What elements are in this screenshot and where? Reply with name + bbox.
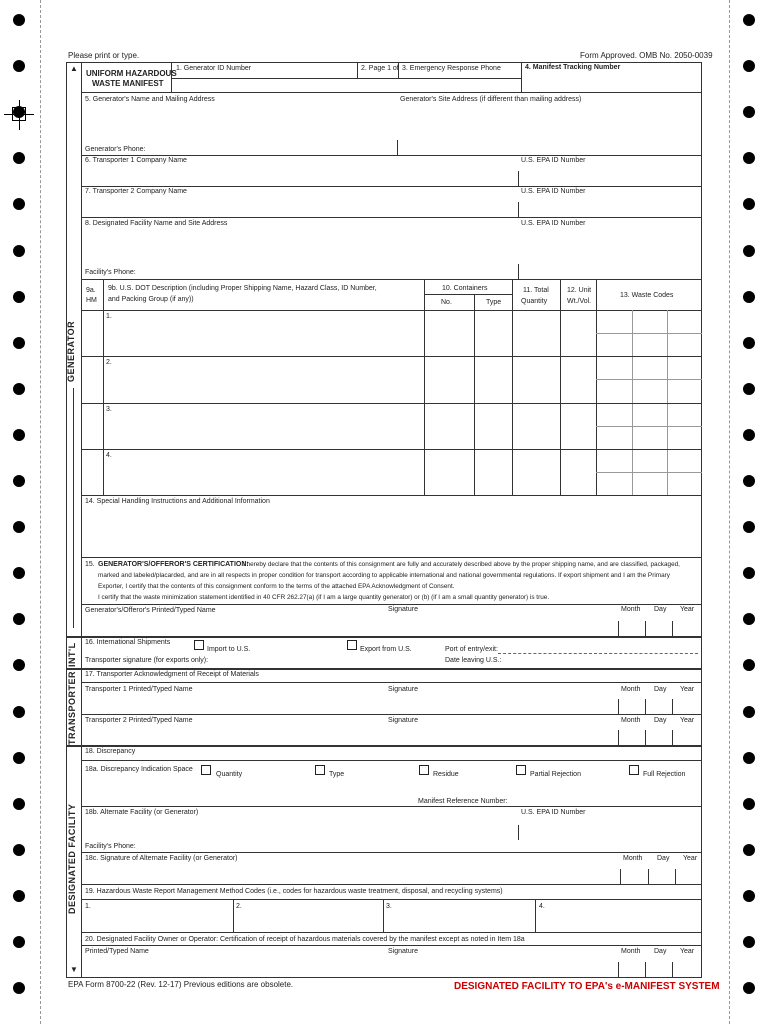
t1-day-label: Day <box>654 686 667 693</box>
line-f7-bottom <box>82 217 702 218</box>
col-13-label: 13. Waste Codes <box>620 292 674 299</box>
col-9a-label: 9a. <box>86 287 96 294</box>
f18c-month-label: Month <box>623 855 643 862</box>
f20-tick-1 <box>618 962 619 977</box>
tractor-hole <box>13 198 25 210</box>
tractor-hole <box>743 613 755 625</box>
tractor-hole <box>743 798 755 810</box>
tractor-hole <box>13 383 25 395</box>
transporter-2-signature-label: Signature <box>388 717 418 724</box>
print-note: Please print or type. <box>68 51 140 60</box>
tractor-hole <box>743 291 755 303</box>
offeror-day-label: Day <box>654 606 667 613</box>
col-hm-label: HM <box>86 297 97 304</box>
residue-label: Residue <box>433 771 459 778</box>
form-title-1: UNIFORM HAZARDOUS <box>86 69 177 78</box>
tractor-hole <box>13 613 25 625</box>
partial-rejection-checkbox[interactable] <box>516 765 526 775</box>
offeror-year-label: Year <box>680 606 695 613</box>
tractor-hole <box>13 567 25 579</box>
col-9b-label-1: 9b. U.S. DOT Description (including Proper Shipping Name, Hazard Class, ID Number, <box>108 285 377 292</box>
col-10-no-label: No. <box>441 299 452 306</box>
col-line-no <box>474 294 475 495</box>
tractor-hole <box>743 982 755 994</box>
form-title-2: WASTE MANIFEST <box>92 79 164 88</box>
code-div-2 <box>383 899 384 932</box>
f18b-tick <box>518 825 519 840</box>
port-label: Port of entry/exit: <box>445 646 498 653</box>
row4-bottom <box>82 495 702 496</box>
intl-side-label: INT'L <box>67 642 77 667</box>
tractor-hole <box>13 475 25 487</box>
alt-facility-phone-label: Facility's Phone: <box>85 843 136 850</box>
row2-code-split <box>596 379 702 380</box>
copy-destination-label: DESIGNATED FACILITY TO EPA's e-MANIFEST SYSTEM <box>454 981 720 992</box>
f20-tick-2 <box>645 962 646 977</box>
line-transporter-bottom <box>66 745 702 747</box>
cert-line-1: I hereby declare that the contents of this consignment are fully and accurately described above by the proper shipping name, and are classified, packaged, <box>243 561 680 568</box>
tractor-hole <box>13 706 25 718</box>
export-signature-label: Transporter signature (for exports only): <box>85 657 209 664</box>
tractor-hole <box>743 152 755 164</box>
tractor-hole <box>743 14 755 26</box>
t1-month-label: Month <box>621 686 641 693</box>
export-label: Export from U.S. <box>360 646 412 653</box>
line-f18b-bottom <box>82 852 702 853</box>
right-perforation <box>729 0 730 1024</box>
row2-bottom <box>82 403 702 404</box>
import-label: Import to U.S. <box>207 646 251 653</box>
method-code-3: 3. <box>386 903 392 910</box>
f18c-tick-2 <box>648 869 649 884</box>
line-header-bottom <box>82 92 702 93</box>
tractor-hole <box>13 659 25 671</box>
line-cert-bottom <box>82 604 702 605</box>
field-14-label: 14. Special Handling Instructions and Additional Information <box>85 498 270 505</box>
export-checkbox[interactable] <box>347 640 357 650</box>
tractor-hole <box>13 936 25 948</box>
transporter-side-label: TRANSPORTER <box>67 670 77 745</box>
generator-phone-label: Generator's Phone: <box>85 146 146 153</box>
tractor-hole <box>13 890 25 902</box>
field-6-label: 6. Transporter 1 Company Name <box>85 157 187 164</box>
offeror-month-label: Month <box>621 606 641 613</box>
f18c-tick-1 <box>620 869 621 884</box>
full-rejection-label: Full Rejection <box>643 771 686 778</box>
tractor-hole <box>743 521 755 533</box>
f7-tick <box>518 202 519 217</box>
f20-printed-name-label: Printed/Typed Name <box>85 948 149 955</box>
tractor-hole <box>13 14 25 26</box>
line-f19 <box>82 899 702 900</box>
field-19-label: 19. Hazardous Waste Report Management Method Codes (i.e., codes for hazardous waste treatment, disposal, and recycling systems) <box>85 888 503 895</box>
field-2-label: 2. Page 1 of <box>361 65 399 72</box>
date-leaving-label: Date leaving U.S.: <box>445 657 502 664</box>
hdr-div-4 <box>521 62 522 92</box>
row3-bottom <box>82 449 702 450</box>
tractor-hole <box>743 245 755 257</box>
tractor-hole <box>13 291 25 303</box>
port-input-line[interactable] <box>498 653 698 654</box>
field-17-label: 17. Transporter Acknowledgment of Receipt of Materials <box>85 671 259 678</box>
code-div-1 <box>233 899 234 932</box>
col-10-label: 10. Containers <box>442 285 488 292</box>
line-f14-bottom <box>82 557 702 558</box>
t2-tick-2 <box>645 730 646 745</box>
f20-day-label: Day <box>654 948 667 955</box>
f18c-tick-3 <box>675 869 676 884</box>
tractor-hole <box>743 383 755 395</box>
transporter-1-signature-label: Signature <box>388 686 418 693</box>
line-f20 <box>82 945 702 946</box>
partial-rejection-label: Partial Rejection <box>530 771 581 778</box>
line-t1-bottom <box>82 714 702 715</box>
t2-year-label: Year <box>680 717 695 724</box>
line-f18 <box>82 760 702 761</box>
field-5-label: 5. Generator's Name and Mailing Address <box>85 96 215 103</box>
residue-checkbox[interactable] <box>419 765 429 775</box>
col-9b-label-2: and Packing Group (if any)) <box>108 296 194 303</box>
f20-year-label: Year <box>680 948 695 955</box>
epa-id-2-label: U.S. EPA ID Number <box>521 188 586 195</box>
cert-line-4: I certify that the waste minimization statement identified in 40 CFR 262.27(a) (if I am a large quantity generator) or (b) (if I am a small quantity generator) is true. <box>98 594 550 601</box>
col-line-desc <box>424 279 425 495</box>
col-11-label-2: Quantity <box>521 298 548 305</box>
tractor-hole <box>13 521 25 533</box>
table-header-bottom <box>82 310 702 311</box>
field-3-label: 3. Emergency Response Phone <box>402 65 501 72</box>
field-18c-label: 18c. Signature of Alternate Facility (or Generator) <box>85 855 238 862</box>
type-checkbox[interactable] <box>315 765 325 775</box>
field-18b-label: 18b. Alternate Facility (or Generator) <box>85 809 199 816</box>
tractor-hole <box>743 60 755 72</box>
line-f6-bottom <box>82 186 702 187</box>
tractor-hole <box>743 475 755 487</box>
tractor-hole <box>13 752 25 764</box>
line-f19-bottom <box>82 932 702 933</box>
date-tick-2 <box>645 621 646 636</box>
field-7-label: 7. Transporter 2 Company Name <box>85 188 187 195</box>
tractor-hole <box>743 337 755 349</box>
omb-number: Form Approved. OMB No. 2050-0039 <box>580 51 713 60</box>
date-tick-3 <box>672 621 673 636</box>
tractor-hole <box>13 798 25 810</box>
generator-arrow-line <box>73 388 74 628</box>
generator-side-label: GENERATOR <box>66 320 76 382</box>
f18c-year-label: Year <box>683 855 698 862</box>
date-tick-1 <box>618 621 619 636</box>
code-div-3 <box>535 899 536 932</box>
crosshair-box <box>12 107 26 121</box>
arrow-down-icon: ▼ <box>70 965 78 974</box>
cert-heading: GENERATOR'S/OFFEROR'S CERTIFICATION: <box>98 561 249 568</box>
quantity-label: Quantity <box>216 771 243 778</box>
hdr-mid <box>171 78 521 79</box>
tractor-hole <box>13 60 25 72</box>
line-f17 <box>82 682 702 683</box>
tractor-hole <box>13 982 25 994</box>
line-f8-bottom <box>82 279 702 280</box>
facility-epa-id-label: U.S. EPA ID Number <box>521 809 586 816</box>
row1-code-split <box>596 333 702 334</box>
field-18a-label: 18a. Discrepancy Indication Space <box>85 766 193 773</box>
field-20-label: 20. Designated Facility Owner or Operator: Certification of receipt of hazardous materials covered by the manifest except as noted in Item 18a <box>85 936 525 943</box>
t2-tick-3 <box>672 730 673 745</box>
t1-tick-3 <box>672 699 673 714</box>
cert-line-3: Exporter, I certify that the contents of this consignment conform to the terms of the attached EPA Acknowledgment of Consent. <box>98 583 455 590</box>
facility-phone-label: Facility's Phone: <box>85 269 136 276</box>
line-intl-bottom <box>66 668 702 670</box>
f20-tick-3 <box>672 962 673 977</box>
cert-line-2: marked and labeled/placarded, and are in all respects in proper condition for transport according to applicable international and national governmental regulations. If export shipment and I am the Primary <box>98 572 670 579</box>
transporter-2-name-label: Transporter 2 Printed/Typed Name <box>85 717 193 724</box>
col-12-label-2: Wt./Vol. <box>567 298 592 305</box>
col-10-split <box>424 294 512 295</box>
epa-id-3-label: U.S. EPA ID Number <box>521 220 586 227</box>
tractor-hole <box>13 337 25 349</box>
method-code-2: 2. <box>236 903 242 910</box>
t1-tick-1 <box>618 699 619 714</box>
field-4-label: 4. Manifest Tracking Number <box>525 64 621 71</box>
tractor-hole <box>743 706 755 718</box>
offeror-signature-label: Signature <box>388 606 418 613</box>
method-code-1: 1. <box>85 903 91 910</box>
left-perforation <box>40 0 41 1024</box>
full-rejection-checkbox[interactable] <box>629 765 639 775</box>
tractor-hole <box>743 890 755 902</box>
col-line-type <box>512 279 513 495</box>
line-generator-bottom <box>66 636 702 638</box>
col-line-qty <box>560 279 561 495</box>
field-8-label: 8. Designated Facility Name and Site Address <box>85 220 228 227</box>
type-label: Type <box>329 771 345 778</box>
t2-day-label: Day <box>654 717 667 724</box>
cert-number: 15. <box>85 561 95 568</box>
site-address-label: Generator's Site Address (if different than mailing address) <box>400 96 582 103</box>
f20-month-label: Month <box>621 948 641 955</box>
tractor-hole <box>743 106 755 118</box>
f20-signature-label: Signature <box>388 948 418 955</box>
form-number: EPA Form 8700-22 (Rev. 12-17) Previous editions are obsolete. <box>68 980 294 989</box>
import-checkbox[interactable] <box>194 640 204 650</box>
f18c-day-label: Day <box>657 855 670 862</box>
t1-tick-2 <box>645 699 646 714</box>
tractor-hole <box>13 429 25 441</box>
method-code-4: 4. <box>539 903 545 910</box>
transporter-1-name-label: Transporter 1 Printed/Typed Name <box>85 686 193 693</box>
row3-code-split <box>596 426 702 427</box>
tractor-hole <box>13 844 25 856</box>
side-column-divider <box>81 62 82 978</box>
col-11-label-1: 11. Total <box>523 287 549 294</box>
manifest-reference-label: Manifest Reference Number: <box>418 798 508 805</box>
field-18-label: 18. Discrepancy <box>85 748 136 755</box>
row1-bottom <box>82 356 702 357</box>
t2-tick-1 <box>618 730 619 745</box>
table-row: 4. <box>106 452 112 459</box>
line-f18a-bottom <box>82 806 702 807</box>
tractor-hole <box>743 936 755 948</box>
col-10-type-label: Type <box>486 299 502 306</box>
tractor-hole <box>743 659 755 671</box>
t1-year-label: Year <box>680 686 695 693</box>
table-row: 2. <box>106 359 112 366</box>
field-16-label: 16. International Shipments <box>85 639 171 646</box>
col-12-label-1: 12. Unit <box>567 287 592 294</box>
quantity-checkbox[interactable] <box>201 765 211 775</box>
f5-tick <box>397 140 398 155</box>
tractor-hole <box>743 844 755 856</box>
hdr-div-2 <box>357 62 358 78</box>
tractor-hole <box>743 567 755 579</box>
t2-month-label: Month <box>621 717 641 724</box>
offeror-name-label: Generator's/Offeror's Printed/Typed Name <box>85 607 216 614</box>
table-row: 3. <box>106 406 112 413</box>
field-1-label: 1. Generator ID Number <box>176 65 252 72</box>
arrow-up-icon: ▲ <box>70 64 78 73</box>
line-f5-bottom <box>82 155 702 156</box>
tractor-hole <box>743 429 755 441</box>
tractor-hole <box>13 152 25 164</box>
f6-tick <box>518 171 519 186</box>
line-f18c-bottom <box>82 884 702 885</box>
form-frame <box>66 62 702 978</box>
tractor-hole <box>743 752 755 764</box>
row4-code-split <box>596 472 702 473</box>
table-row: 1. <box>106 313 112 320</box>
f8-tick <box>518 264 519 279</box>
tractor-hole <box>743 198 755 210</box>
epa-id-1-label: U.S. EPA ID Number <box>521 157 586 164</box>
tractor-hole <box>13 245 25 257</box>
col-line-hm <box>103 279 104 495</box>
col-line-unit <box>596 279 597 495</box>
facility-side-label: DESIGNATED FACILITY <box>67 803 77 914</box>
